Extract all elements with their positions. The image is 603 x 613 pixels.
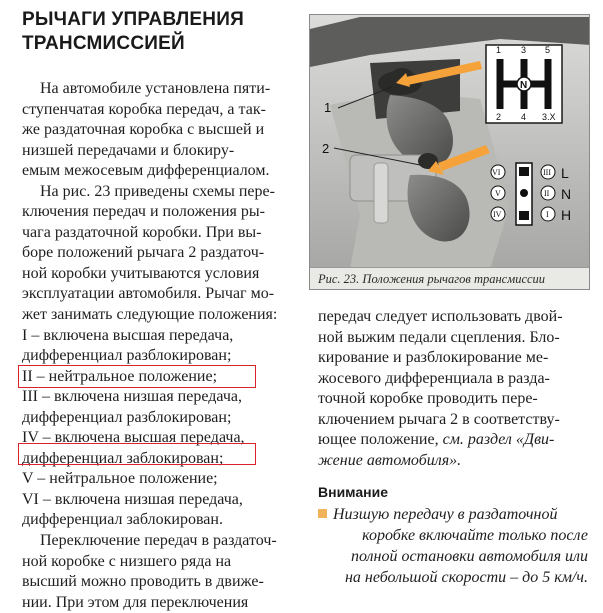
transfer-label-ii: II [544,189,550,198]
gear-label-3: 3 [521,45,527,55]
bullet-icon [318,509,327,518]
heading-line-1: РЫЧАГИ УПРАВЛЕНИЯ [22,9,244,30]
warning-line [318,504,588,525]
heading-line-2: ТРАНСМИССИЕЙ [22,33,185,54]
highlight-box-neutral-v [18,443,256,465]
warning-body [318,504,588,588]
text-line: низшей передачами и блокиру- [22,141,235,159]
text-line: IV – включена высшая передача, [22,429,245,447]
text-line: передач следует использовать двой- [318,308,563,325]
text-line: ной коробке с низшего ряда на [22,552,232,570]
callout-2: 2 [322,141,330,156]
transfer-letter-l: L [561,165,569,181]
cross-reference: см. раздел «Дви- [442,431,555,449]
text-line: высший можно проводить в движе- [22,573,264,591]
gear-label-reverse: 3.X [542,112,556,122]
warning-line: коробке включайте только после [362,527,588,544]
transfer-label-v: V [495,189,501,198]
text-line: дифференциал разблокирован; [22,408,232,426]
transfer-label-i: I [546,210,549,219]
transfer-letter-h: H [561,207,572,223]
text-line: кирование и разблокирование ме- [318,349,549,367]
text-line: емым межосевым дифференциалом. [22,162,270,180]
text-line: чага раздаточной коробки. При вы- [22,223,262,241]
text-line: жет занимать следующие положения: [22,306,278,324]
gear-label-2: 2 [496,112,502,122]
left-column [22,79,302,613]
gear-shift-diagram [486,45,562,123]
transmission-illustration [310,15,590,269]
text-line: На автомобиле установлена пяти- [40,80,271,97]
gear-label-4: 4 [521,112,527,122]
transfer-label-iv: IV [493,210,502,219]
text-line: же раздаточная коробка с высшей и [22,121,265,139]
text-line: ключения передач и положения ры- [22,203,265,221]
right-column [318,307,588,471]
warning-text: Низшую передачу в раздаточной [333,506,558,523]
text-line: точной коробке проводить пере- [318,390,538,408]
text-line-highlighted: II – нейтральное положение; [22,367,218,385]
text-line-highlighted: V – нейтральное положение; [22,470,218,488]
highlight-box-neutral-ii [18,365,256,388]
text-line: боре положений рычага 2 раздаточ- [22,244,265,262]
text-line: ключением рычага 2 в соответству- [318,410,560,428]
gear-label-5: 5 [545,45,551,55]
text-line: III – включена низшая передача, [22,388,242,406]
transfer-label-vi: VI [492,168,501,177]
text-line: ступенчатая коробка передач, а так- [22,100,266,118]
text-line: дифференциал разблокирован; [22,347,232,365]
text-line: нии. При этом для переключения [22,593,249,611]
cross-reference-end: жение автомобиля». [318,451,462,469]
text-line: Переключение передач в раздаточ- [40,532,277,550]
text-fragment: ющее положение, [318,431,439,449]
warning-line: на небольшой скорости – до 5 км/ч. [344,569,588,586]
text-line-with-ref [318,430,588,451]
text-line: ной выжим педали сцепления. Бло- [318,328,560,346]
transfer-label-iii: III [543,168,551,177]
transfer-letter-n: N [561,186,572,202]
callout-1: 1 [324,100,332,115]
text-line: жосевого дифференциала в разда- [318,369,550,387]
warning-line: полной остановки автомобиля или [350,548,588,565]
section-heading [22,8,302,56]
text-line: эксплуатации автомобиля. Рычаг мо- [22,285,275,303]
text-line: ной коробки учитываются условия [22,264,260,282]
gear-label-1: 1 [496,45,502,55]
text-line: дифференциал заблокирован; [22,449,224,467]
text-line: На рис. 23 приведены схемы пере- [40,182,275,200]
text-line: I – включена высшая передача, [22,326,234,344]
figure-23 [309,14,590,290]
text-line: VI – включена низшая передача, [22,490,243,508]
warning-title: Внимание [318,484,388,500]
figure-caption: Рис. 23. Положения рычагов трансмиссии [310,267,589,289]
text-line: дифференциал заблокирован. [22,511,223,529]
gear-label-n: N [520,80,528,91]
